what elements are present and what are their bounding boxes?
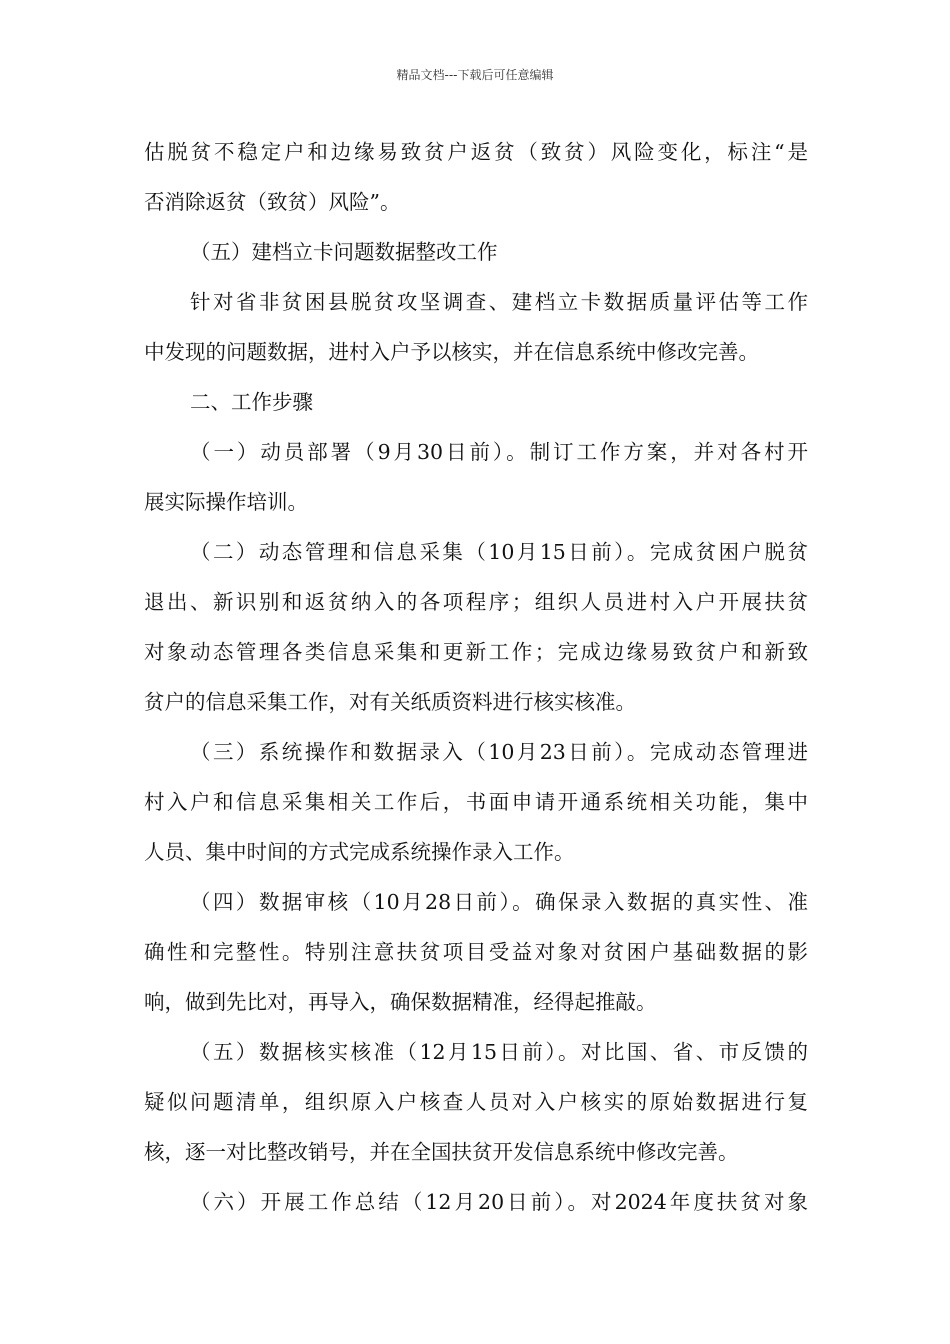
text-line: （三）系统操作和数据录入（10月23日前）。完成动态管理进: [190, 740, 808, 764]
text-line: 否消除返贫（致贫）风险”。: [144, 190, 401, 214]
text-line: 展实际操作培训。: [144, 490, 308, 514]
text-line: （一）动员部署（9月30日前）。制订工作方案，并对各村开: [190, 440, 808, 464]
section-heading: （五）建档立卡问题数据整改工作: [190, 240, 498, 264]
page-header: 精品文档---下载后可任意编辑: [396, 68, 554, 82]
text-line: 人员、集中时间的方式完成系统操作录入工作。: [144, 840, 575, 864]
document-body: [144, 127, 808, 1227]
text-line: 退出、新识别和返贫纳入的各项程序；组织人员进村入户开展扶贫: [144, 590, 808, 614]
text-line: 响，做到先比对，再导入，确保数据精准，经得起推敲。: [144, 990, 657, 1014]
text-line: 针对省非贫困县脱贫攻坚调查、建档立卡数据质量评估等工作: [190, 290, 808, 314]
text-line: （四）数据审核（10月28日前）。确保录入数据的真实性、准: [190, 890, 808, 914]
section-heading: 二、工作步骤: [190, 390, 313, 414]
text-line: 村入户和信息采集相关工作后，书面申请开通系统相关功能，集中: [144, 790, 808, 814]
text-line: 疑似问题清单，组织原入户核查人员对入户核实的原始数据进行复: [144, 1090, 808, 1114]
text-line: （六）开展工作总结（12月20日前）。对2024年度扶贫对象: [190, 1190, 808, 1214]
text-line: 贫户的信息采集工作，对有关纸质资料进行核实核准。: [144, 690, 636, 714]
text-line: 对象动态管理各类信息采集和更新工作；完成边缘易致贫户和新致: [144, 640, 808, 664]
text-line: （五）数据核实核准（12月15日前）。对比国、省、市反馈的: [190, 1040, 808, 1064]
text-line: 核，逐一对比整改销号，并在全国扶贫开发信息系统中修改完善。: [144, 1140, 739, 1164]
text-line: 估脱贫不稳定户和边缘易致贫户返贫（致贫）风险变化，标注“是: [144, 140, 808, 164]
text-line: （二）动态管理和信息采集（10月15日前）。完成贫困户脱贫: [190, 540, 808, 564]
text-line: 中发现的问题数据，进村入户予以核实，并在信息系统中修改完善。: [144, 340, 759, 364]
text-line: 确性和完整性。特别注意扶贫项目受益对象对贫困户基础数据的影: [144, 940, 808, 964]
